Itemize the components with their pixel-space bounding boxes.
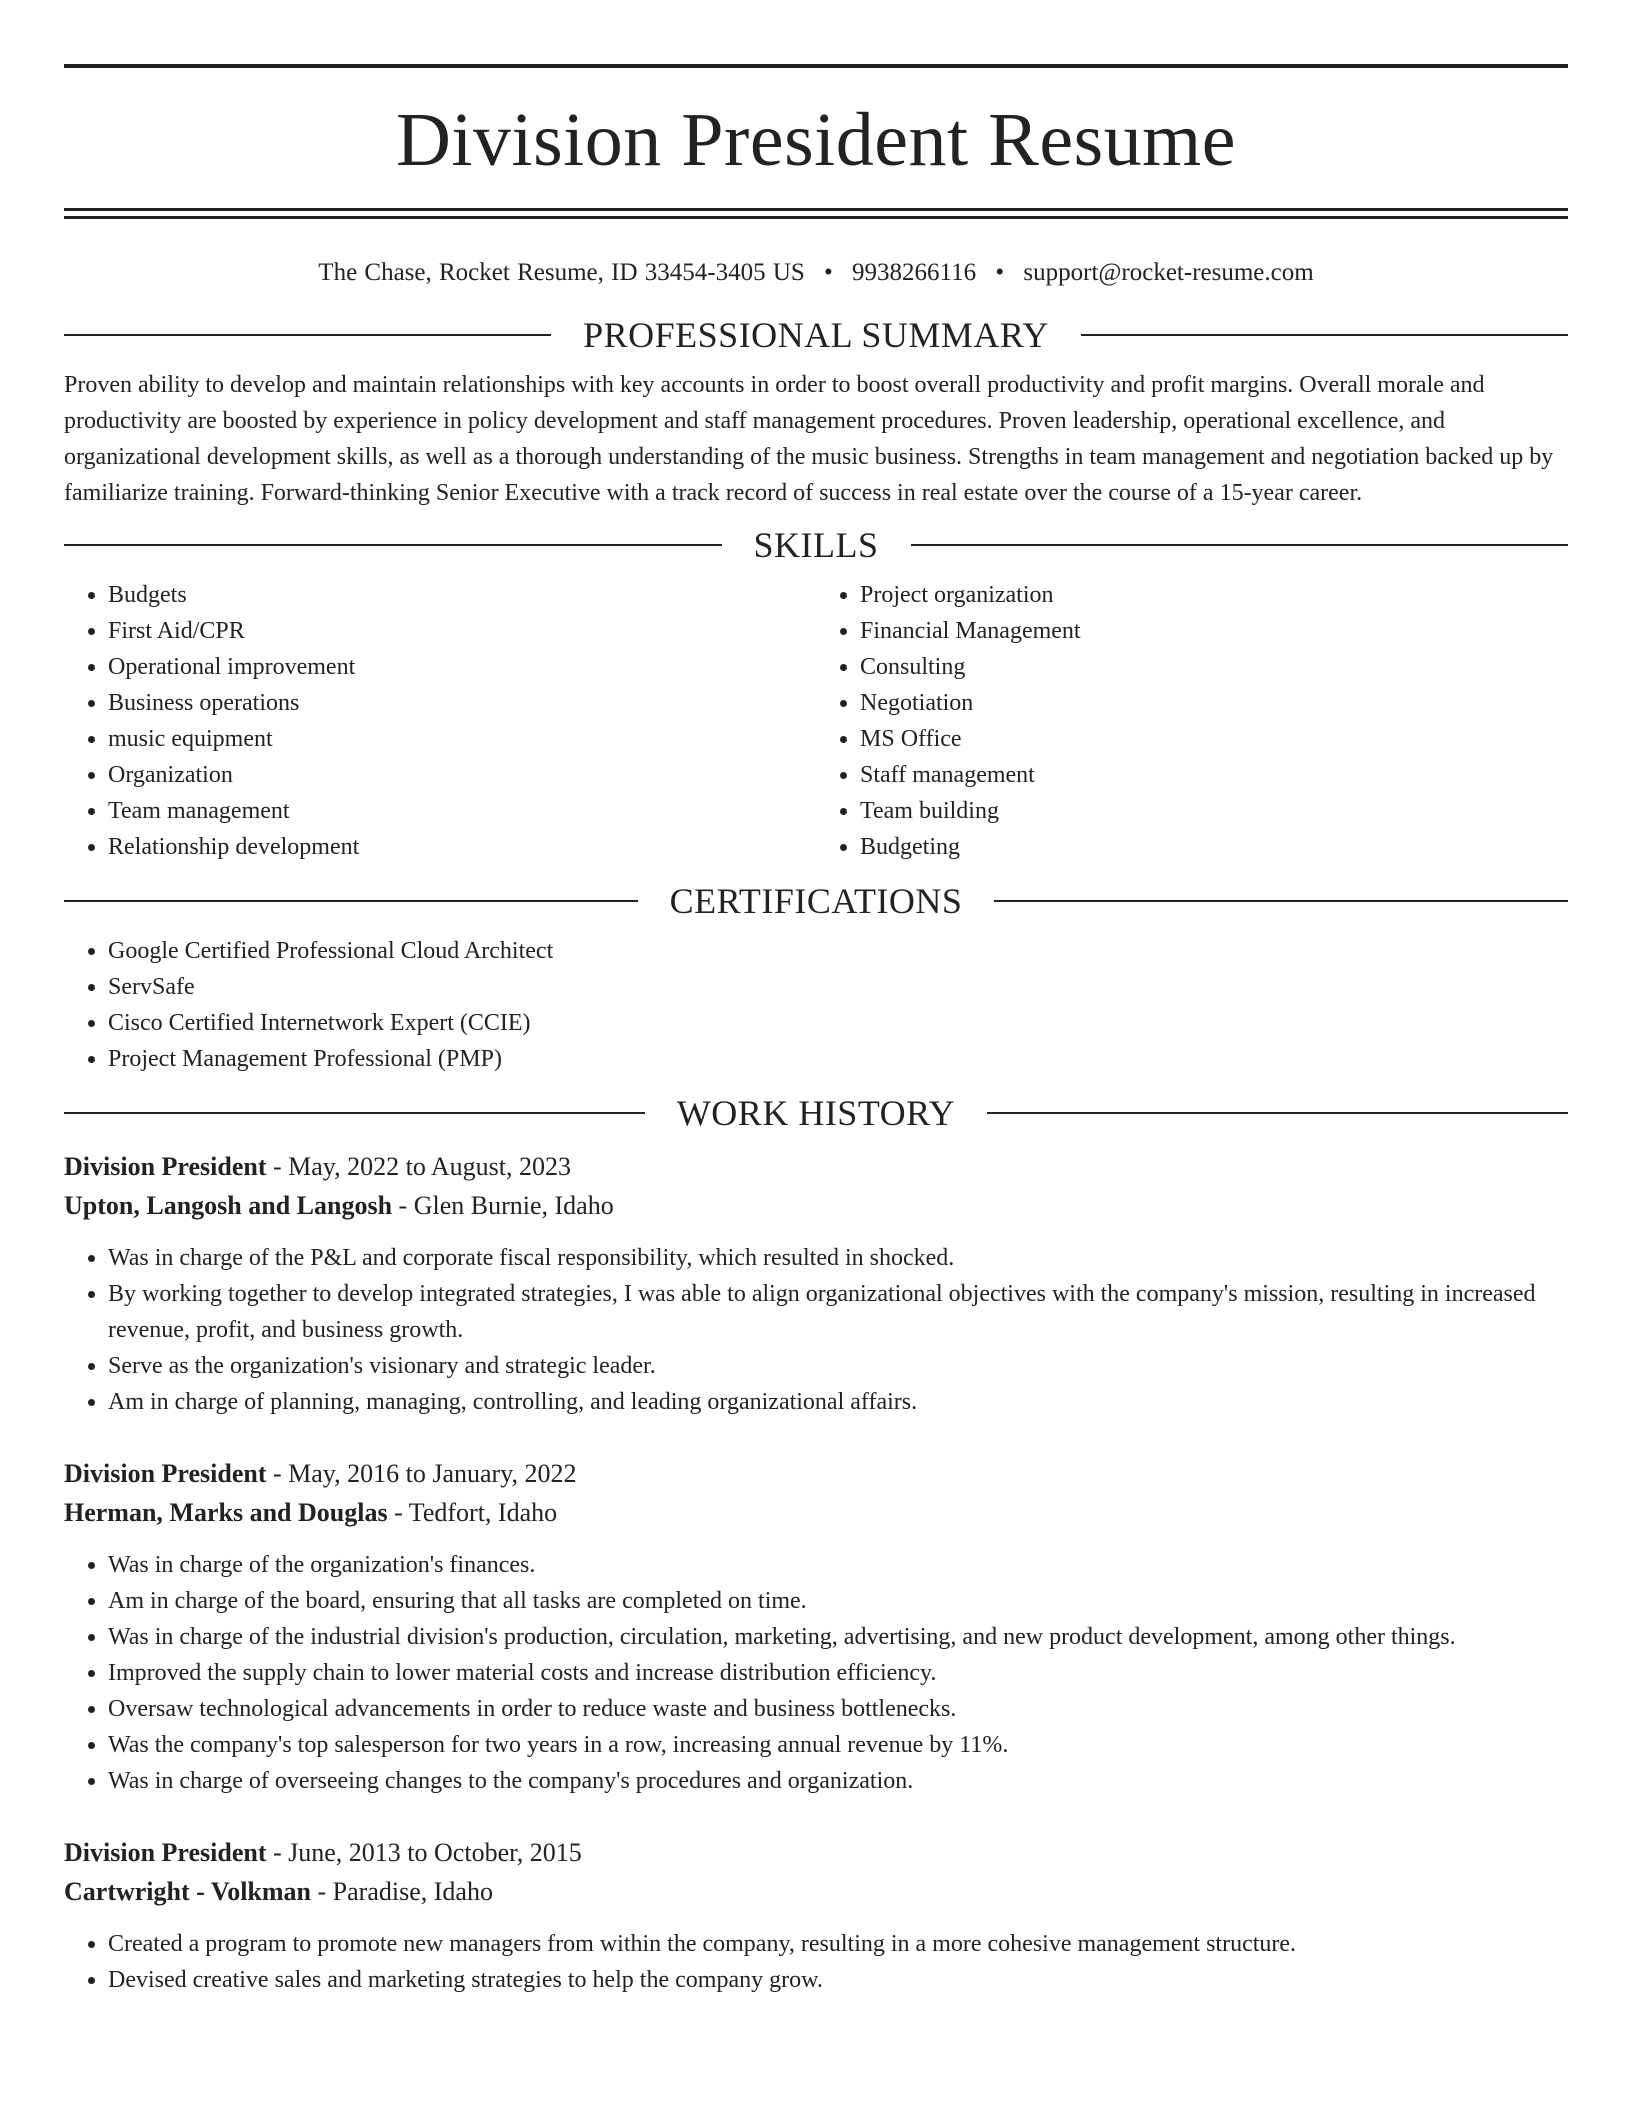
skills-list-right [816, 577, 1568, 865]
summary-text: Proven ability to develop and maintain relationships with key accounts in order to boost overall productivity and profit margins. Overall morale and productivity are boosted by experience in policy development and staff management procedures. Proven leadership, operational excellence, and organizational development skills, as well as a thorough understanding of the music business. Strengths in team management and negotiation backed up by familiarize training. Forward-thinking Senior Executive with a track record of success in real estate over the course of a 15-year career. [64, 372, 1554, 506]
heading-rule-right [987, 1112, 1568, 1114]
job-location: - Paradise, Idaho [311, 1877, 493, 1906]
work-heading: WORK HISTORY [676, 1093, 956, 1133]
job-title: Division President [64, 1838, 267, 1867]
job-title-line [64, 1147, 1568, 1186]
job-bullet: • Oversaw technological advancements in order to reduce waste and business bottlenecks. [108, 1691, 1568, 1727]
skills-columns [64, 577, 1568, 865]
certification-item: • Google Certified Professional Cloud Architect [108, 933, 1568, 969]
summary-section-heading [64, 313, 1568, 357]
job-location: - Tedfort, Idaho [387, 1498, 558, 1527]
skills-section-heading [64, 523, 1568, 567]
contact-address: The Chase, Rocket Resume, ID 33454-3405 US [318, 259, 805, 286]
skill-item: • Financial Management [860, 613, 1568, 649]
skill-item: • Project organization [860, 577, 1568, 613]
job-bullet: • Was in charge of the industrial division's production, circulation, marketing, advertising, and new product development, among other things. [108, 1619, 1568, 1655]
contact-phone: 9938266116 [852, 259, 977, 286]
job-bullet: • Was the company's top salesperson for two years in a row, increasing annual revenue by 11%. [108, 1727, 1568, 1763]
job-title: Division President [64, 1459, 267, 1488]
skill-item: • music equipment [108, 721, 816, 757]
job-company-line [64, 1186, 1568, 1225]
skill-item: • Team management [108, 793, 816, 829]
job-company: Upton, Langosh and Langosh [64, 1191, 393, 1220]
job-location: - Glen Burnie, Idaho [392, 1191, 614, 1220]
job-title: Division President [64, 1152, 267, 1181]
certification-item: • Cisco Certified Internetwork Expert (CCIE) [108, 1005, 1568, 1041]
skill-item: • Staff management [860, 757, 1568, 793]
job-bullets [64, 1240, 1568, 1420]
job-company: Herman, Marks and Douglas [64, 1498, 388, 1527]
skill-item: • Business operations [108, 685, 816, 721]
job-bullet: • By working together to develop integrated strategies, I was able to align organizational objectives with the company's mission, resulting in increased revenue, profit, and business growth. [108, 1276, 1568, 1348]
skill-item: • Team building [860, 793, 1568, 829]
heading-rule-left [64, 1112, 645, 1114]
contact-email: support@rocket-resume.com [1023, 259, 1314, 286]
job-entry [64, 1833, 1568, 1998]
heading-rule-left [64, 334, 551, 336]
certifications-heading: CERTIFICATIONS [669, 881, 963, 921]
job-bullet: • Improved the supply chain to lower material costs and increase distribution efficiency. [108, 1655, 1568, 1691]
job-bullet: • Am in charge of the board, ensuring that all tasks are completed on time. [108, 1583, 1568, 1619]
job-dates: - May, 2022 to August, 2023 [266, 1152, 572, 1181]
certification-item: • Project Management Professional (PMP) [108, 1041, 1568, 1077]
job-bullet: • Devised creative sales and marketing strategies to help the company grow. [108, 1962, 1568, 1998]
job-bullets [64, 1547, 1568, 1799]
resume-title: Division President Resume [395, 98, 1236, 182]
job-company: Cartwright - Volkman [64, 1877, 312, 1906]
skill-item: • Relationship development [108, 829, 816, 865]
job-entry [64, 1454, 1568, 1799]
contact-line [64, 255, 1568, 291]
skills-heading: SKILLS [753, 525, 879, 565]
job-bullet: • Was in charge of the P&L and corporate fiscal responsibility, which resulted in shocked. [108, 1240, 1568, 1276]
skill-item: • MS Office [860, 721, 1568, 757]
job-bullet: • Am in charge of planning, managing, controlling, and leading organizational affairs. [108, 1384, 1568, 1420]
job-company-line [64, 1872, 1568, 1911]
job-bullet: • Was in charge of overseeing changes to the company's procedures and organization. [108, 1763, 1568, 1799]
job-bullet: • Serve as the organization's visionary and strategic leader. [108, 1348, 1568, 1384]
contact-separator: • [824, 259, 833, 286]
job-title-line [64, 1454, 1568, 1493]
summary-heading: PROFESSIONAL SUMMARY [583, 315, 1049, 355]
title-double-rule [64, 208, 1568, 219]
work-section-heading [64, 1091, 1568, 1135]
skill-item: • Budgeting [860, 829, 1568, 865]
contact-separator: • [995, 259, 1005, 286]
job-dates: - May, 2016 to January, 2022 [266, 1459, 577, 1488]
job-bullet: • Created a program to promote new managers from within the company, resulting in a more cohesive management structure. [108, 1926, 1568, 1962]
skills-list-left [64, 577, 816, 865]
skill-item: • Consulting [860, 649, 1568, 685]
work-history [64, 1147, 1568, 1998]
certifications-section-heading [64, 879, 1568, 923]
heading-rule-right [1081, 334, 1568, 336]
job-title-line [64, 1833, 1568, 1872]
certifications-list [64, 933, 1568, 1077]
heading-rule-left [64, 900, 638, 902]
skill-item: • Negotiation [860, 685, 1568, 721]
job-bullet: • Was in charge of the organization's finances. [108, 1547, 1568, 1583]
job-entry [64, 1147, 1568, 1420]
heading-rule-left [64, 544, 722, 546]
heading-rule-right [911, 544, 1569, 546]
resume-page [64, 64, 1568, 1998]
job-company-line [64, 1493, 1568, 1532]
skill-item: • Budgets [108, 577, 816, 613]
job-bullets [64, 1926, 1568, 1998]
job-dates: - June, 2013 to October, 2015 [266, 1838, 582, 1867]
skill-item: • Operational improvement [108, 649, 816, 685]
certification-item: • ServSafe [108, 969, 1568, 1005]
skill-item: • Organization [108, 757, 816, 793]
skill-item: • First Aid/CPR [108, 613, 816, 649]
top-rule [64, 64, 1568, 68]
heading-rule-right [994, 900, 1568, 902]
